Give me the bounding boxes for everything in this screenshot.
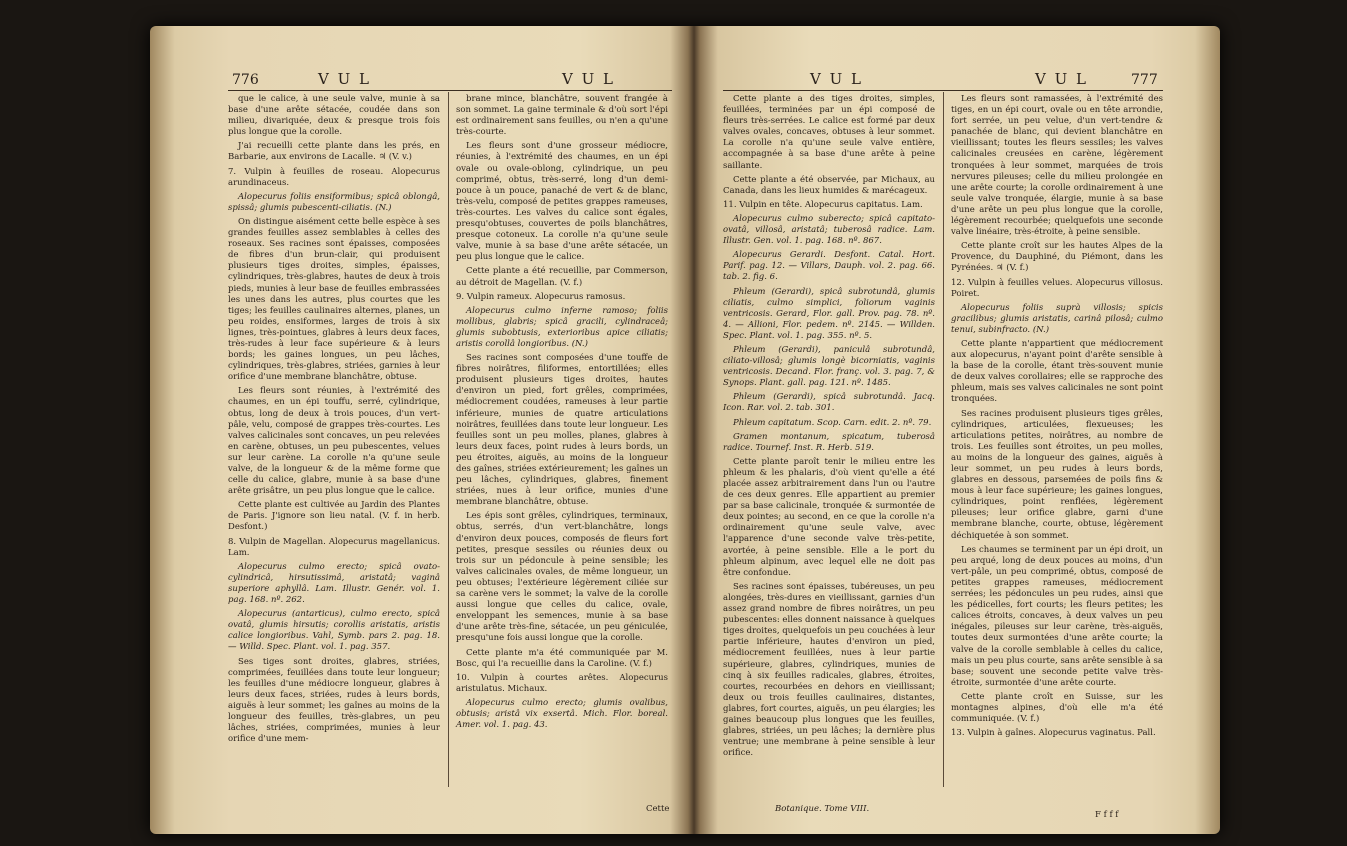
left-column-2 (456, 94, 668, 734)
paragraph: Les chaumes se terminent par un épi droit, un peu arqué, long de deux pouces au moins, d'un vert-pâle, un peu comprimé, obtus, composé de petites grappes rameuses, médiocrement serrées; les pédoncules un peu rudes, ainsi que les pédicelles, fort courts; les fleurs petites; les calices étroits, concaves, à deux valves un peu inégales, pileuses sur leur carène, très-aiguës, toutes deux surmontées d'une arête courte; la valve de la corolle semblable à celles du calice, mais un peu plus courte, sans arête sensible à sa base; souvent une seconde petite valve très-étroite, surmontée d'une arête courte. (951, 544, 1163, 688)
catchword: Cette (646, 804, 670, 814)
paragraph: Alopecurus (antarticus), culmo erecto, spicâ ovatâ, glumis hirsutis; corollis aristatis, aristis calice longioribus. Vahl, Symb. pars 2. pag. 18. — Willd. Spec. Plant. vol. 1. pag. 357. (228, 609, 440, 653)
left-page (150, 26, 695, 834)
paragraph: Cette plante est cultivée au Jardin des Plantes de Paris. J'ignore son lieu natal. (V. f. in herb. Desfont.) (228, 500, 440, 533)
paragraph: Alopecurus culmo erecto; spicâ ovato-cylindricâ, hirsutissimâ, aristatâ; vaginâ superiore aphyllâ. Lam. Illustr. Genér. vol. 1. pag. 168. nº. 262. (228, 561, 440, 606)
paragraph: Les fleurs sont ramassées, à l'extrémité des tiges, en un épi court, ovale ou en tête arrondie, fort serrée, un peu velue, d'un vert-tendre & panachée de blanc, qui devient blanchâtre en vieillissant; toutes les fleurs sessiles; les valves calicinales creusées en carène, légèrement tronquées à leur sommet, marquées de trois nervures pileuses; celle du milieu prolongée en une arête courte; la corolle ordinairement à une seule valve tronquée, élargie, munie à sa base d'une arête un peu plus longue que la corolle, légèrement recourbée; quelquefois une seconde valve linéaire, très-étroite, à peine sensible. (951, 94, 1163, 238)
paragraph: 8. Vulpin de Magellan. Alopecurus magellanicus. Lam. (228, 536, 440, 558)
open-book (150, 26, 1220, 834)
paragraph: Ses tiges sont droites, glabres, striées, comprimées, feuillées dans toute leur longueur; les feuilles d'une médiocre longueur, glabres à leurs deux faces, striées, rudes à leurs bords, aiguës à leur sommet; les gaînes au moins de la longueur des feuilles, très-glabres, un peu lâches, striées, comprimées, munies à leur orifice d'une mem- (228, 656, 440, 745)
right-column-2 (951, 94, 1163, 742)
left-column-1 (228, 94, 440, 748)
paragraph: Cette plante paroît tenir le milieu entre les phleum & les phalaris, d'où vient qu'elle a été placée assez arbitrairement dans l'un ou l'autre de ces deux genres. Elle appartient au premier par sa base calicinale, tronquée & surmontée de deux pointes; au second, en ce que la corolle n'a ordinairement qu'une seule valve, avec l'apparence d'une seconde valve très-petite, avortée, à peine sensible. Elle a le port du phleum alpinum, avec lequel elle ne doit pas être confondue. (723, 456, 935, 578)
paragraph: Ses racines produisent plusieurs tiges grêles, cylindriques, articulées, flexueuses; les articulations petites, noirâtres, au nombre de trois. Les feuilles sont étroites, un peu molles, au moins de la longueur des gaines, aiguës à leur sommet, un peu rudes à leurs bords, glabres en dessous, parsemées de poils fins & mous à leur face supérieure; les gaines longues, cylindriques, point renflées, légèrement pileuses; leur orifice glabre, garni d'une membrane blanche, courte, obtuse, légèrement déchiquetée à son sommet. (951, 408, 1163, 541)
paragraph: 9. Vulpin rameux. Alopecurus ramosus. (456, 291, 626, 302)
paragraph: Cette plante croît en Suisse, sur les montagnes alpines, d'où elle m'a été communiquée. (V. f.) (951, 691, 1163, 725)
paragraph: Phleum (Gerardi), spicâ subrotundâ, glumis ciliatis, culmo simplici, foliorum vaginis ventricosis. Gerard, Flor. gall. Prov. pag. 78. nº. 4. — Allioni, Flor. pedem. nº. 2145. — Willden. Spec. Plant. vol. 1. pag. 355. nº. 5. (723, 286, 935, 341)
paragraph: Alopecurus foliis suprà villosis; spicis gracilibus; glumis aristatis, carinâ pilosâ; culmo tenui, subinfracto. (N.) (951, 302, 1163, 335)
paragraph: 13. Vulpin à gaînes. Alopecurus vaginatus. Pall. (951, 728, 1156, 739)
page-number-left: 776 (232, 72, 259, 88)
page-number-right: 777 (1131, 72, 1158, 88)
paragraph: Cette plante a des tiges droites, simples, feuillées, terminées par un épi composé de fleurs très-serrées. Le calice est formé par deux valves ovales, concaves, obtuses à leur sommet. La corolle n'a qu'une seule valve entière, accompagnée à sa base d'une arête à peine saillante. (723, 94, 935, 171)
paragraph: 12. Vulpin à feuilles velues. Alopecurus villosus. Poiret. (951, 277, 1163, 299)
paragraph: Ses racines sont composées d'une touffe de fibres noirâtres, filiformes, entortillées; elles produisent plusieurs tiges droites, hautes d'environ un pied, fort grêles, comprimées, médiocrement coudées, rameuses à leur partie inférieure, munies de quatre articulations noirâtres, feuillées dans toute leur longueur. Les feuilles sont un peu molles, planes, glabres à leurs deux faces, point rudes à leurs bords, un peu étroites, aiguës, au moins de la longueur des gaînes, striées extérieurement; les gaînes un peu lâches, cylindriques, glabres, finement striées, nues à leur orifice, munies d'une membrane blanchâtre, obtuse. (456, 353, 668, 508)
paragraph: Phleum capitatum. Scop. Carn. edit. 2. nº. 79. (733, 417, 932, 428)
paragraph: Cette plante croît sur les hautes Alpes de la Provence, du Dauphiné, du Piémont, dans les Pyrénées. ♃ (V. f.) (951, 241, 1163, 274)
paragraph: Alopecurus culmo erecto; glumis ovalibus, obtusis; aristâ vix exsertâ. Mich. Flor. boreal. Amer. vol. 1. pag. 43. (456, 697, 668, 731)
paragraph: Phleum (Gerardi), paniculâ subrotundâ, ciliato-villosâ; glumis longè bicorniatis, vaginis ventricosis. Decand. Flor. franç. vol. 3. pag. 7, & Synops. Plant. gall. pag. 121. nº. 1485. (723, 344, 935, 389)
paragraph: Les fleurs sont réunies, à l'extrémité des chaumes, en un épi touffu, serré, cylindrique, obtus, long de deux à trois pouces, d'un vert-pâle, velu, composé de grappes très-courtes. Les valves calicinales sont concaves, un peu relevées en carène, obtuses, un peu pubescentes, velues sur leur carène. La corolle n'a qu'une seule valve, de la longueur & de la même forme que celle du calice, glabre, munie à sa base d'une arête grisâtre, un peu plus longue que le calice. (228, 386, 440, 497)
paragraph: Alopecurus culmo inferne ramoso; foliis mollibus, glabris; spicâ gracili, cylindraceâ; glumis subobtusis, exterioribus apice ciliatis; aristis corollâ longioribus. (N.) (456, 305, 668, 349)
paragraph: Alopecurus foliis ensiformibus; spicâ oblongâ, spissâ; glumis pubescenti-ciliatis. (N.) (228, 191, 440, 213)
paragraph: Cette plante a été recueillie, par Commerson, au détroit de Magellan. (V. f.) (456, 266, 668, 288)
paragraph: Cette plante m'a été communiquée par M. Bosc, qui l'a recueillie dans la Caroline. (V. f.) (456, 647, 668, 669)
paragraph: J'ai recueilli cette plante dans les prés, en Barbarie, aux environs de Lacalle. ♃ (V. v.) (228, 141, 440, 163)
paragraph: Les épis sont grêles, cylindriques, terminaux, obtus, serrés, d'un vert-blanchâtre, longs d'environ deux pouces, composés de fleurs fort petites, presque sessiles ou réunies deux ou trois sur un pédoncule à peine sensible; les valves calicinales ovales, de même longueur, un peu obtuses; l'extérieure légèrement ciliée sur sa carène vers le sommet; la valve de la corolle aussi longue que celles du calice, ovale, enveloppant les semences, munie à sa base d'une arête très-fine, sétacée, un peu géniculée, presqu'une fois aussi longue que la corolle. (456, 511, 668, 644)
right-column-1 (723, 94, 935, 762)
running-head-left-2: V U L (562, 70, 615, 88)
gathering-signature: F f f f (1095, 810, 1119, 820)
paragraph: Phleum (Gerardi), spicâ subrotundâ. Jacq. Icon. Rar. vol. 2. tab. 301. (723, 392, 935, 414)
paragraph: brane mince, blanchâtre, souvent frangée à son sommet. La gaine terminale & d'où sort l'épi est ordinairement sans feuilles, ou n'en a qu'une très-courte. (456, 94, 668, 138)
paragraph: que le calice, à une seule valve, munie à sa base d'une arête sétacée, coudée dans son milieu, divariquée, deux & presque trois fois plus longue que la corolle. (228, 94, 440, 138)
column-rule-right (943, 92, 944, 787)
running-head-right-2: V U L (1035, 70, 1088, 88)
running-head-right-1: V U L (810, 70, 863, 88)
paragraph: Les fleurs sont d'une grosseur médiocre, réunies, à l'extrémité des chaumes, en un épi ovale ou ovale-oblong, cylindrique, un peu comprimé, obtus, très-serré, long d'un demi-pouce à un pouce, panaché de vert & de blanc, très-velu, composé de petites grappes rameuses, très-courtes. Les valves du calice sont égales, presqu'obtuses, couvertes de poils blanchâtres, presque cotoneux. La corolle n'a qu'une seule valve, munie à sa base d'une arête sétacée, un peu plus longue que le calice. (456, 141, 668, 263)
paragraph: Cette plante a été observée, par Michaux, au Canada, dans les lieux humides & marécageux. (723, 174, 935, 196)
paragraph: 10. Vulpin à courtes arêtes. Alopecurus aristulatus. Michaux. (456, 672, 668, 694)
running-head-left-1: V U L (318, 70, 371, 88)
column-rule-left (448, 92, 449, 787)
right-page (695, 26, 1220, 834)
paragraph: Ses racines sont épaisses, tubéreuses, un peu alongées, très-dures en vieillissant, garnies d'un assez grand nombre de fibres noirâtres, un peu pubescentes: elles donnent naissance à quelques tiges droites, quelquefois un peu couchées à leur partie inférieure, hautes d'environ un pied, médiocrement feuillées, nues à leur partie supérieure, glabres, cylindriques, munies de cinq à six feuilles radicales, glabres, étroites, courtes, recourbées en dehors en vieillissant; deux ou trois feuilles caulinaires, distantes, glabres, fort courtes, aiguës, un peu élargies; les gaines beaucoup plus longues que les feuilles, glabres, striées, un peu lâches; la dernière plus ventrue; une membrane à peine sensible à leur orifice. (723, 581, 935, 759)
paragraph: 11. Vulpin en tête. Alopecurus capitatus. Lam. (723, 199, 923, 210)
signature-line: Botanique. Tome VIII. (775, 804, 870, 814)
paragraph: 7. Vulpin à feuilles de roseau. Alopecurus arundinaceus. (228, 166, 440, 188)
paragraph: Gramen montanum, spicatum, tuberosâ radice. Tournef. Inst. R. Herb. 519. (723, 431, 935, 453)
paragraph: On distingue aisément cette belle espèce à ses grandes feuilles assez semblables à celles des roseaux. Ses racines sont épaisses, composées de fibres d'un brun-clair, qui produisent plusieurs tiges droites, simples, épaisses, cylindriques, très-glabres, hautes de deux à trois pieds, munies à leur base de feuilles embrassées les unes dans les autres, plus courtes que les tiges; les feuilles caulinaires alternes, planes, un peu roides, ensiformes, larges de trois à six lignes, très-pointues, glabres à leurs deux faces, très-rudes à leur face supérieure & à leurs bords; les gaines longues, un peu lâches, cylindriques, très-glabres, striées, garnies à leur orifice d'une membrane blanchâtre, obtuse. (228, 216, 440, 383)
paragraph: Alopecurus Gerardi. Desfont. Catal. Hort. Parif. pag. 12. — Villars, Dauph. vol. 2. pag. 66. tab. 2. fig. 6. (723, 250, 935, 283)
header-rule-right (723, 90, 1163, 91)
paragraph: Cette plante n'appartient que médiocrement aux alopecurus, n'ayant point d'arête sensible à la base de la corolle, étant très-souvent munie de deux valves corollaires; elle se rapproche des phleum, mais ses valves calicinales ne sont point tronquées. (951, 338, 1163, 405)
paragraph: Alopecurus culmo suberecto; spicâ capitato-ovatâ, villosâ, aristatâ; tuberosâ radice. Lam. Illustr. Gen. vol. 1. pag. 168. nº. 867. (723, 213, 935, 247)
header-rule-left (228, 90, 672, 91)
